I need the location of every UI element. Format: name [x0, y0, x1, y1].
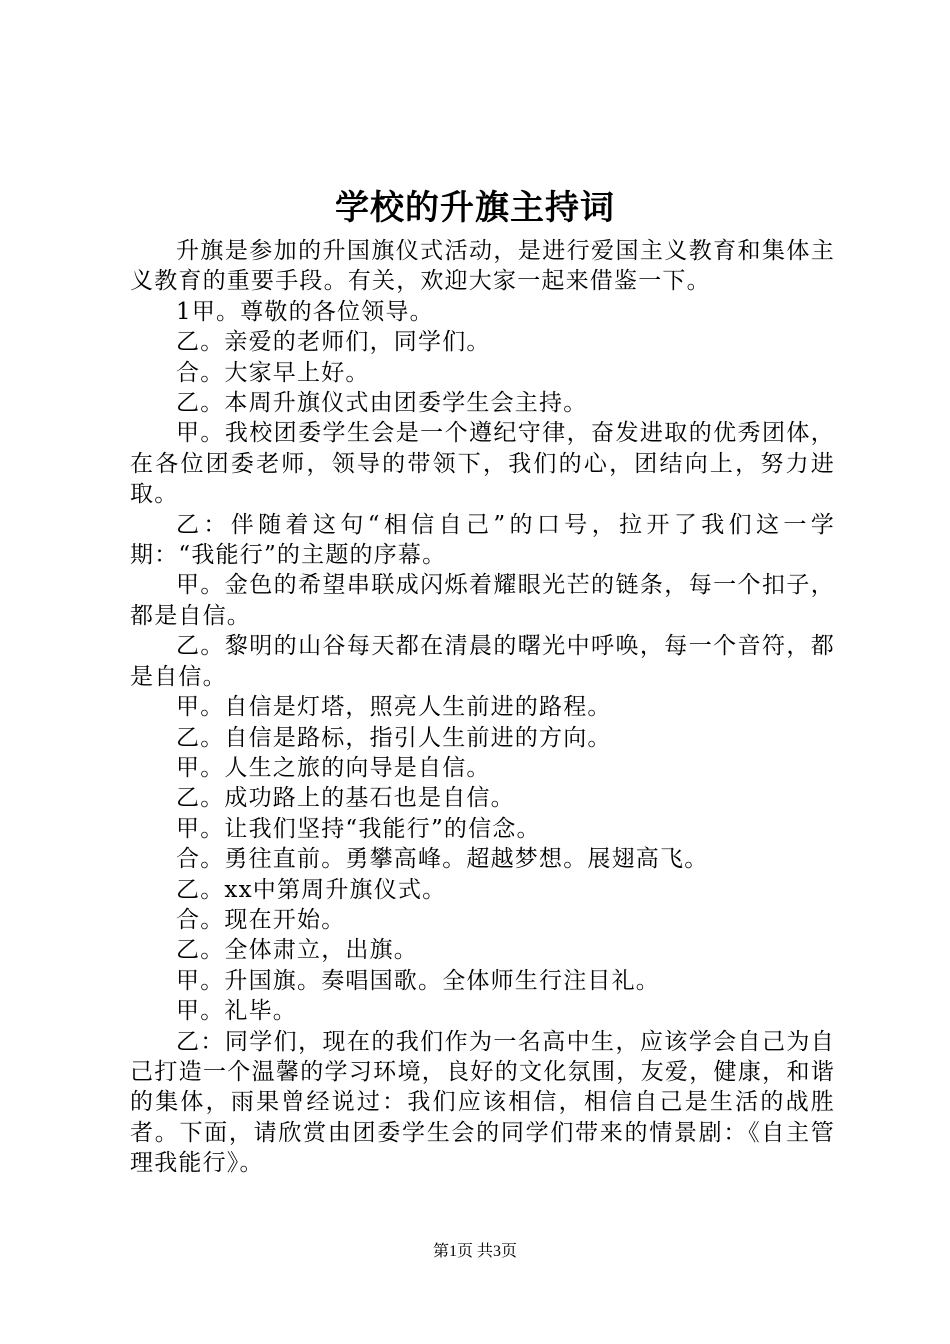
paragraph: 乙。本周升旗仪式由团委学生会主持。: [176, 390, 588, 417]
paragraph: 甲。人生之旅的向导是自信。: [176, 754, 491, 781]
paragraph: 乙：伴随着这句“相信自己”的口号，拉开了我们这一学期：“我能行”的主题的序幕。: [130, 511, 835, 569]
paragraph: 甲。让我们坚持“我能行”的信念。: [176, 815, 541, 842]
paragraph: 甲。自信是灯塔，照亮人生前进的路程。: [176, 694, 612, 721]
paragraph: 乙。黎明的山谷每天都在清晨的曙光中呼唤，每一个音符，都是自信。: [130, 633, 835, 690]
paragraph: 合。勇往直前。勇攀高峰。超越梦想。展翅高飞。: [176, 846, 709, 873]
paragraph: 乙。亲爱的老师们，同学们。: [176, 329, 491, 356]
paragraph: 1甲。尊敬的各位领导。: [176, 298, 434, 325]
document-body: [130, 236, 835, 1179]
paragraph: 甲。金色的希望串联成闪烁着耀眼光芒的链条，每一个扣子，都是自信。: [130, 572, 835, 629]
paragraph: 合。大家早上好。: [176, 359, 370, 386]
paragraph: 合。现在开始。: [176, 906, 346, 933]
paragraph: 乙。自信是路标，指引人生前进的方向。: [176, 724, 612, 751]
paragraph: 甲。升国旗。奏唱国歌。全体师生行注目礼。: [176, 967, 660, 994]
paragraph: 甲。我校团委学生会是一个遵纪守律，奋发进取的优秀团体，在各位团委老师，领导的带领下，我们的心，团结向上，努力进取。: [130, 420, 835, 508]
paragraph: 乙。全体肃立，出旗。: [176, 937, 418, 964]
paragraph: 乙：同学们，现在的我们作为一名高中生，应该学会自己为自己打造一个温馨的学习环境，良好的文化氛围，友爱，健康，和谐的集体，雨果曾经说过：我们应该相信，相信自己是生活的战胜者。下面，请欣赏由团委学生会的同学们带来的情景剧：《自主管理我能行》。: [130, 1028, 835, 1177]
paragraph: 升旗是参加的升国旗仪式活动，是进行爱国主义教育和集体主义教育的重要手段。有关，欢迎大家一起来借鉴一下。: [130, 238, 835, 295]
page-footer: 第1页 共3页: [432, 1243, 517, 1260]
document-title: 学校的升旗主持词: [335, 188, 615, 228]
paragraph: 乙。成功路上的基石也是自信。: [176, 785, 515, 812]
paragraph: 乙。xx中第周升旗仪式。: [176, 876, 447, 903]
paragraph: 甲。礼毕。: [176, 998, 297, 1025]
